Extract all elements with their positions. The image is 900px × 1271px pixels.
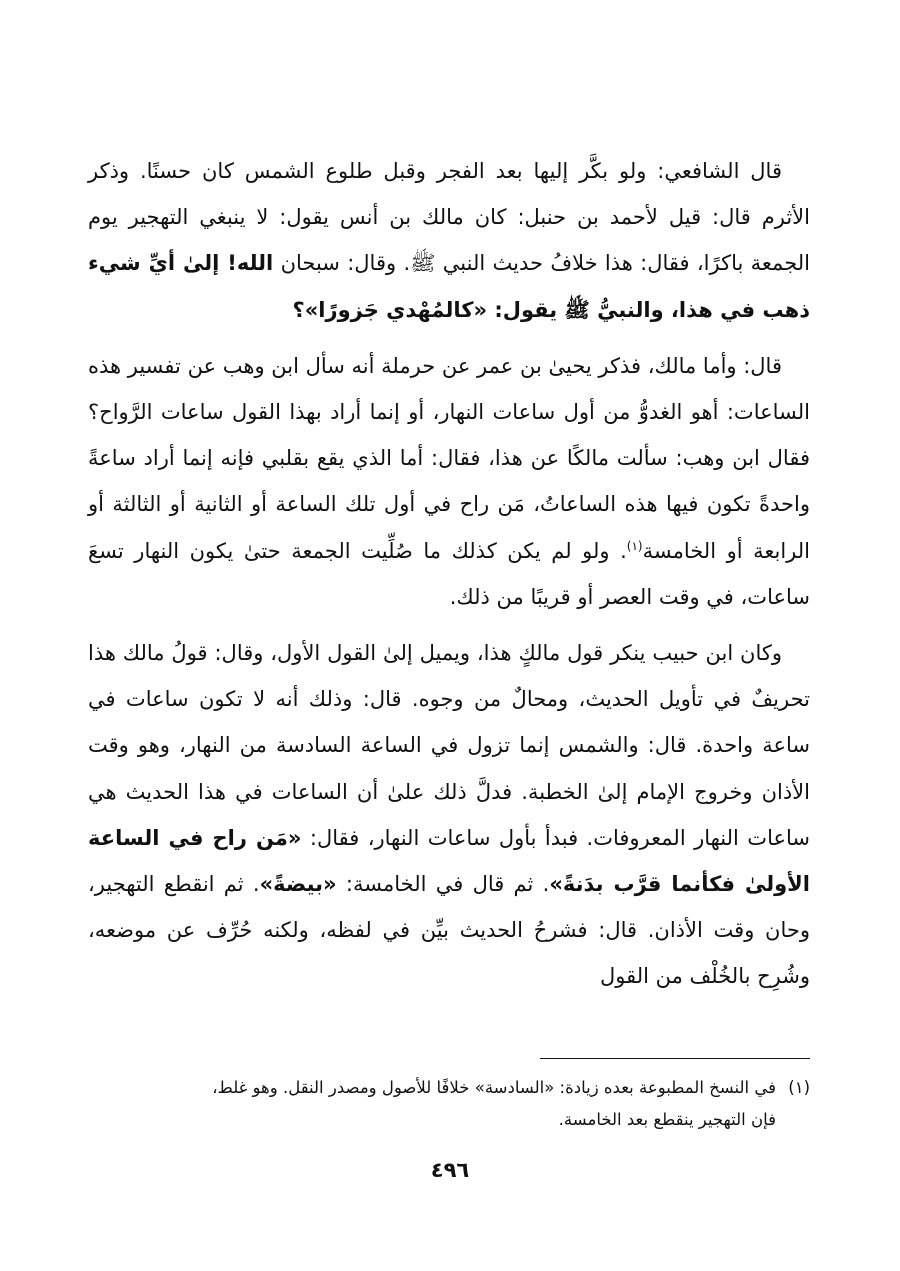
p2-line-5b: . ولو لم يكن (507, 538, 627, 563)
p3-line-5: الساعات في هذا الحديث هي ساعات النهار المعروفات. فبدأ بأول ساعات (88, 779, 810, 850)
p2-line-1: قال: وأما مالك، فذكر يحيىٰ بن عمر عن حرملة أنه سأل ابن وهب عن (187, 353, 782, 378)
p3-line-1: وكان ابن حبيب ينكر قول مالكٍ هذا، ويميل إلىٰ القول الأول، وقال: (214, 641, 783, 666)
p3-line-6b: . ثم قال في (435, 872, 550, 897)
footnote-reference[interactable]: (١) (626, 538, 643, 553)
footnote-number: (١) (788, 1078, 810, 1097)
paragraph-1 (88, 148, 810, 333)
footnote-divider (540, 1058, 810, 1059)
p2-line-2: تفسير هذه الساعات: أهو الغدوُّ من أول ساعات النهار، أو إنما أراد بهذا (87, 353, 810, 425)
p3-line-3: لا تكون ساعات في ساعة واحدة. قال: والشمس إنما تزول في الساعة السادسة (88, 687, 810, 758)
p3-line-6a: النهار، فقال: (301, 825, 420, 850)
p1-line-1: قال الشافعي: ولو بكَّر إليها بعد الفجر وقبل طلوع الشمس كان حسنًا. (139, 159, 782, 183)
p1-line-2: وذكر الأثرم قال: قيل لأحمد بن حنبل: كان مالك بن أنس يقول: لا ينبغي (88, 159, 810, 230)
footnote (88, 1072, 810, 1136)
p3-line-2: قولُ مالك هذا تحريفٌ في تأويل الحديث، ومحالٌ من وجوه. قال: وذلك أنه (88, 641, 810, 712)
main-text (88, 148, 810, 1000)
p3-line-7a: الخامسة: (336, 872, 427, 897)
p2-line-6: كذلك ما صُلِّيت الجمعة حتىٰ يكون النهار تسعَ ساعات، في وقت العصر أو (88, 538, 810, 609)
paragraph-2 (88, 343, 810, 620)
hadith-quote: «مَن راح في الساعة الأولىٰ فكأنما قرَّب بدَنةً» (88, 825, 810, 897)
footnote-line-2: فإن التهجير ينقطع بعد الخامسة. (558, 1110, 776, 1129)
footnote-line-1: في النسخ المطبوعة بعده زيادة: «السادسة» خلافًا للأصول ومصدر النقل. وهو غلط، (212, 1078, 776, 1097)
p3-line-7b: . ثم انقطع التهجير، وحان وقت الأذان. قال: فشرحُ (88, 872, 810, 943)
p2-line-3: القول ساعات الرَّواح؟ فقال ابن وهب: سألت مالكًا عن هذا، فقال: أما (88, 400, 810, 471)
p3-line-8: الحديث بيِّن في لفظه، ولكنه حُرِّف عن موضعه، وشُرِح بالخُلْف من القول (88, 918, 810, 989)
p1-line-4: الله! إلىٰ أيِّ شيء ذهب في هذا، والنبيُّ ﷺ يقول: «كالمُهْدي جَزورًا»؟ (88, 251, 810, 322)
p2-line-7: قريبًا من ذلك. (449, 584, 571, 609)
p2-line-4: الذي يقع بقلبي فإنه إنما أراد ساعةً واحدةً تكون فيها هذه الساعاتُ، مَن راح (88, 446, 810, 517)
p3-line-4: من النهار، وهو وقت الأذان وخروج الإمام إلىٰ الخطبة. فدلَّ ذلك علىٰ أن (88, 733, 810, 804)
paragraph-3 (88, 630, 810, 1000)
p1-line-3: التهجير يوم الجمعة باكرًا، فقال: هذا خلافُ حديث النبي ﷺ. وقال: سبحان (88, 205, 810, 276)
page-number: ٤٩٦ (430, 1158, 470, 1182)
egg-quote: «بيضةً» (259, 872, 337, 897)
p2-line-5: في أول تلك الساعة أو الثانية أو الثالثة أو الرابعة أو الخامسة (88, 492, 810, 563)
